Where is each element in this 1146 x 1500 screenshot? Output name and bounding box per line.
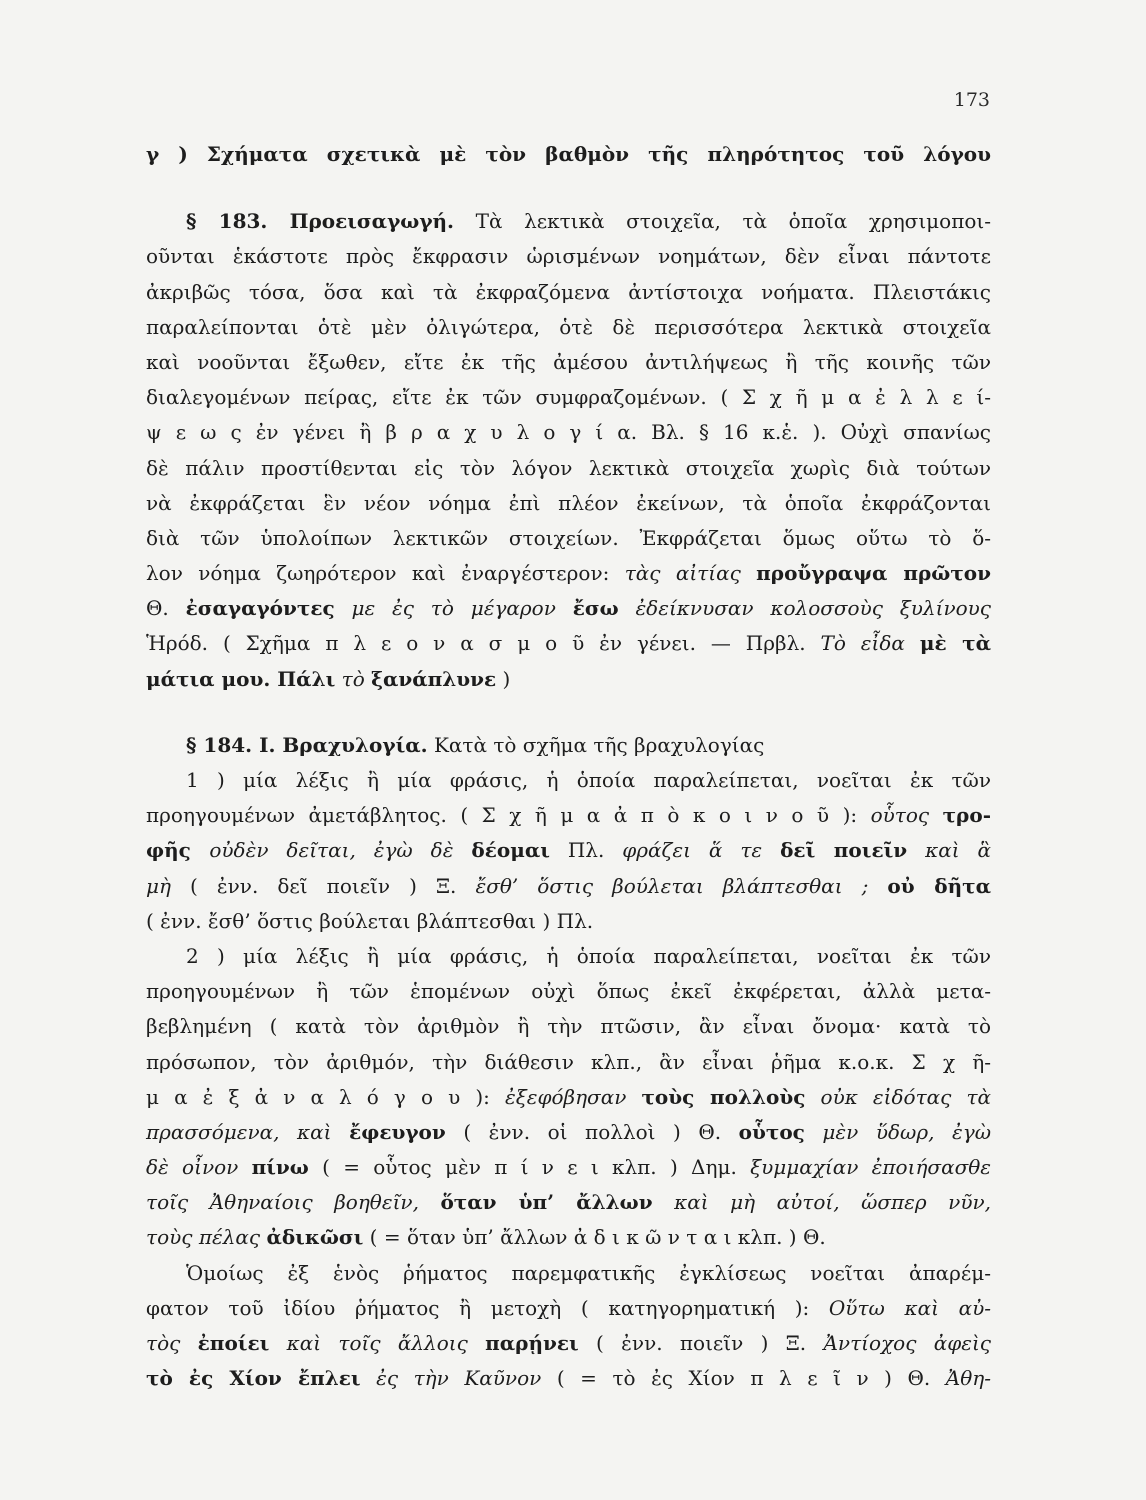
text-line	[146, 1256, 991, 1291]
text-run: φῆς	[146, 838, 210, 863]
text-run: οὐκ εἰδότας τὰ	[805, 1084, 992, 1109]
text-run: φράζει ἅ τε	[622, 838, 781, 863]
text-run: ἐξεφόβησαν	[504, 1084, 642, 1109]
text-line	[146, 345, 991, 380]
text-line	[146, 939, 991, 974]
text-run: Ἡρόδ. ( Σχῆμα π λ ε ο ν α σ μ ο ῦ ἐν γένει. — Πρβλ.	[146, 631, 821, 656]
text-line	[146, 556, 991, 591]
text-run: τρο-	[942, 803, 991, 828]
paragraph	[146, 939, 991, 1256]
paragraph	[146, 204, 991, 697]
text-run: παρῄνει	[485, 1331, 579, 1355]
text-run: δὲ οἶνον	[146, 1155, 252, 1180]
text-run: οὐδὲν δεῖται, ἐγὼ δὲ	[209, 838, 472, 863]
text-run: προηγουμένων ἢ τῶν ἑπομένων οὐχὶ ὅπως ἐκεῖ ἐκφέρεται, ἀλλὰ μετα-	[146, 979, 991, 1004]
text-run: τοῖς Ἀθηναίοις βοηθεῖν,	[146, 1190, 441, 1215]
text-line	[146, 1326, 991, 1361]
page-number: 173	[953, 89, 990, 111]
text-run: Τὸ εἶδα	[820, 631, 920, 656]
paragraph	[146, 728, 991, 763]
text-line	[146, 1080, 991, 1115]
text-run: ἔσω	[572, 596, 619, 621]
text-run: καὶ μὴ αὐτοί, ὥσπερ νῦν,	[652, 1190, 992, 1215]
text-run: γ ) Σχήματα σχετικὰ μὲ τὸν βαθμὸν τῆς πληρότητος τοῦ λόγου	[146, 142, 991, 166]
text-line	[146, 1220, 991, 1255]
text-line	[146, 451, 991, 486]
text-run: με ἐς τὸ μέγαρον	[334, 596, 573, 621]
text-run: δεῖ ποιεῖν	[780, 838, 908, 863]
text-line	[146, 415, 991, 450]
text-run: ἀδικῶσι	[266, 1225, 364, 1250]
text-run: οὐ δῆτα	[887, 873, 991, 898]
text-run: ἐς τὴν Καῦνον	[360, 1366, 542, 1391]
text-run: πίνω	[251, 1155, 309, 1180]
text-line	[146, 798, 991, 833]
text-run: ὅταν ὑπ’ ἄλλων	[440, 1190, 653, 1215]
text-run: παραλείπονται ὁτὲ μὲν ὀλιγώτερα, ὁτὲ δὲ περισσότερα λεκτικὰ στοιχεῖα	[146, 314, 991, 339]
text-run: Πλ.	[549, 838, 623, 863]
text-line	[146, 239, 991, 274]
text-line	[146, 1115, 991, 1150]
section-heading	[146, 137, 991, 172]
section	[146, 204, 991, 697]
text-run: μ α ἐ ξ ἀ ν α λ ό γ ο υ ):	[146, 1084, 505, 1109]
text-run: ἐδείκνυσαν κολοσσοὺς ξυλίνους	[618, 596, 992, 621]
text-run: ἔφευγον	[349, 1119, 446, 1144]
text-run: Τὰ λεκτικὰ στοιχεῖα, τὰ ὁποῖα χρησιμοποι-	[454, 209, 991, 234]
text-run: προηγουμένων ἀμετάβλητος. ( Σ χ ῆ μ α ἀ π ὸ κ ο ι ν ο ῦ ):	[146, 803, 871, 828]
text-run: φατον τοῦ ἰδίου ῥήματος ἢ μετοχὴ ( κατηγορηματική ):	[146, 1295, 829, 1320]
text-run: ( ἐνν. δεῖ ποιεῖν ) Ξ.	[190, 873, 476, 898]
text-run: τὸ	[335, 666, 372, 691]
paragraph	[146, 1256, 991, 1397]
text-run: τὰς αἰτίας	[624, 561, 757, 586]
text-run: 2 ) μία λέξις ἢ μία φράσις, ἡ ὁποία παραλείπεται, νοεῖται ἐκ τῶν	[186, 943, 991, 968]
text-line	[146, 728, 991, 763]
text-run: τοὺς πέλας	[146, 1225, 267, 1250]
text-run: μὲν ὕδωρ, ἐγὼ	[804, 1119, 991, 1144]
text-run: διαλεγομένων πείρας, εἴτε ἐκ τῶν συμφραζομένων. ( Σ χ ῆ μ α ἐ λ λ ε ί-	[146, 385, 991, 410]
text-run: καὶ νοοῦνται ἔξωθεν, εἴτε ἐκ τῆς ἀμέσου ἀντιλήψεως ἢ τῆς κοινῆς τῶν	[146, 349, 991, 374]
section	[146, 728, 991, 1397]
text-run: § 183. Προεισαγωγή.	[186, 209, 455, 234]
text-run: βεβλημένη ( κατὰ τὸν ἀριθμὸν ἢ τὴν πτῶσιν, ἂν εἶναι ὄνομα· κατὰ τὸ	[146, 1014, 991, 1039]
text-run: νὰ ἐκφράζεται ἓν νέον νόημα ἐπὶ πλέον ἐκείνων, τὰ ὁποῖα ἐκφράζονται	[146, 490, 991, 515]
text-run: ἐποίει	[197, 1331, 270, 1355]
text-run: Ἀθη-	[945, 1366, 991, 1391]
text-run: οῦνται ἑκάστοτε πρὸς ἔκφρασιν ὡρισμένων νοημάτων, δὲν εἶναι πάντοτε	[146, 244, 991, 269]
text-line	[146, 763, 991, 798]
text-run: ξυμμαχίαν ἐποιήσασθε	[750, 1155, 992, 1180]
text-line	[146, 869, 991, 904]
text-run: ( ἐνν. ἔσθ’ ὅστις βούλεται βλάπτεσθαι ) Πλ.	[146, 908, 594, 933]
text-run: μάτια μου. Πάλι	[146, 666, 336, 691]
text-line	[146, 486, 991, 521]
text-run: μὲ τὰ	[919, 631, 992, 656]
text-line	[146, 137, 991, 172]
text-run: προὔγραψα πρῶτον	[756, 561, 992, 586]
text-run: διὰ τῶν ὑπολοίπων λεκτικῶν στοιχείων. Ἐκφράζεται ὅμως οὕτω τὸ ὅ-	[146, 525, 991, 550]
text-run: δέομαι	[471, 838, 550, 863]
text-line	[146, 1045, 991, 1080]
text-line	[146, 1361, 991, 1396]
text-line	[146, 310, 991, 345]
text-line	[146, 974, 991, 1009]
text-run: ( = τὸ ἐς Χίον π λ ε ῖ ν ) Θ.	[541, 1366, 946, 1391]
text-run: πρασσόμενα, καὶ	[146, 1119, 350, 1144]
text-run: τὸ ἐς Χίον ἔπλει	[146, 1366, 361, 1391]
paragraph	[146, 763, 991, 939]
text-line	[146, 662, 991, 697]
text-run: οὗτος	[870, 803, 943, 828]
text-run: τοὺς πολλοὺς	[641, 1084, 806, 1109]
text-run: τὸς	[146, 1331, 198, 1355]
text-run: λον νόημα ζωηρότερον καὶ ἐναργέστερον:	[146, 561, 625, 586]
text-run: Ἀντίοχος ἀφεὶς	[823, 1331, 991, 1355]
text-run: ἔσθ’ ὅστις βούλεται βλάπτεσθαι ;	[475, 873, 888, 898]
text-run: Θ.	[146, 596, 186, 621]
text-line	[146, 521, 991, 556]
text-run: ξανάπλυνε	[371, 666, 497, 691]
text-run: οὗτος	[738, 1119, 805, 1144]
text-line	[146, 833, 991, 868]
text-line	[146, 1009, 991, 1044]
text-line	[146, 904, 991, 939]
text-run: δὲ πάλιν προστίθενται εἰς τὸν λόγον λεκτικὰ στοιχεῖα χωρὶς διὰ τούτων	[146, 455, 991, 480]
text-line	[146, 380, 991, 415]
text-run: Κατὰ τὸ σχῆμα τῆς βραχυλογίας	[427, 732, 765, 757]
text-line	[146, 1185, 991, 1220]
text-run: Ὁμοίως ἐξ ἑνὸς ῥήματος παρεμφατικῆς ἐγκλίσεως νοεῖται ἀπαρέμ-	[186, 1260, 991, 1285]
text-run: ( ἐνν. ποιεῖν ) Ξ.	[578, 1331, 824, 1355]
text-run: ψ ε ω ς ἐν γένει ἢ β ρ α χ υ λ ο γ ί α. Βλ. § 16 κ.ἑ. ). Οὐχὶ σπανίως	[146, 420, 991, 445]
text-run: )	[496, 666, 511, 691]
text-run: καὶ τοῖς ἄλλοις	[269, 1331, 486, 1355]
page-text	[146, 137, 991, 1396]
text-run: Οὕτω καὶ αὐ-	[828, 1295, 991, 1320]
text-line	[146, 1150, 991, 1185]
text-line	[146, 591, 991, 626]
text-run: πρόσωπον, τὸν ἀριθμόν, τὴν διάθεσιν κλπ., ἂν εἶναι ῥῆμα κ.ο.κ. Σ χ ῆ-	[146, 1049, 991, 1074]
text-run: ( = οὗτος μὲν π ί ν ε ι κλπ. ) Δημ.	[308, 1155, 751, 1180]
text-run: § 184. I. Βραχυλογία.	[186, 732, 428, 757]
text-run: καὶ ἃ	[907, 838, 992, 863]
text-line	[146, 204, 991, 239]
text-run: ( = ὅταν ὑπ’ ἄλλων ἀ δ ι κ ῶ ν τ α ι κλπ. ) Θ.	[363, 1225, 826, 1250]
text-line	[146, 275, 991, 310]
text-run: ἐσαγαγόντες	[185, 596, 335, 621]
text-run: ἀκριβῶς τόσα, ὅσα καὶ τὰ ἐκφραζόμενα ἀντίστοιχα νοήματα. Πλειστάκις	[146, 279, 991, 304]
text-run: 1 ) μία λέξις ἢ μία φράσις, ἡ ὁποία παραλείπεται, νοεῖται ἐκ τῶν	[186, 768, 991, 792]
text-line	[146, 626, 991, 661]
text-run: ( ἐνν. οἱ πολλοὶ ) Θ.	[445, 1119, 739, 1144]
text-run: μὴ	[146, 873, 191, 898]
text-line	[146, 1291, 991, 1326]
